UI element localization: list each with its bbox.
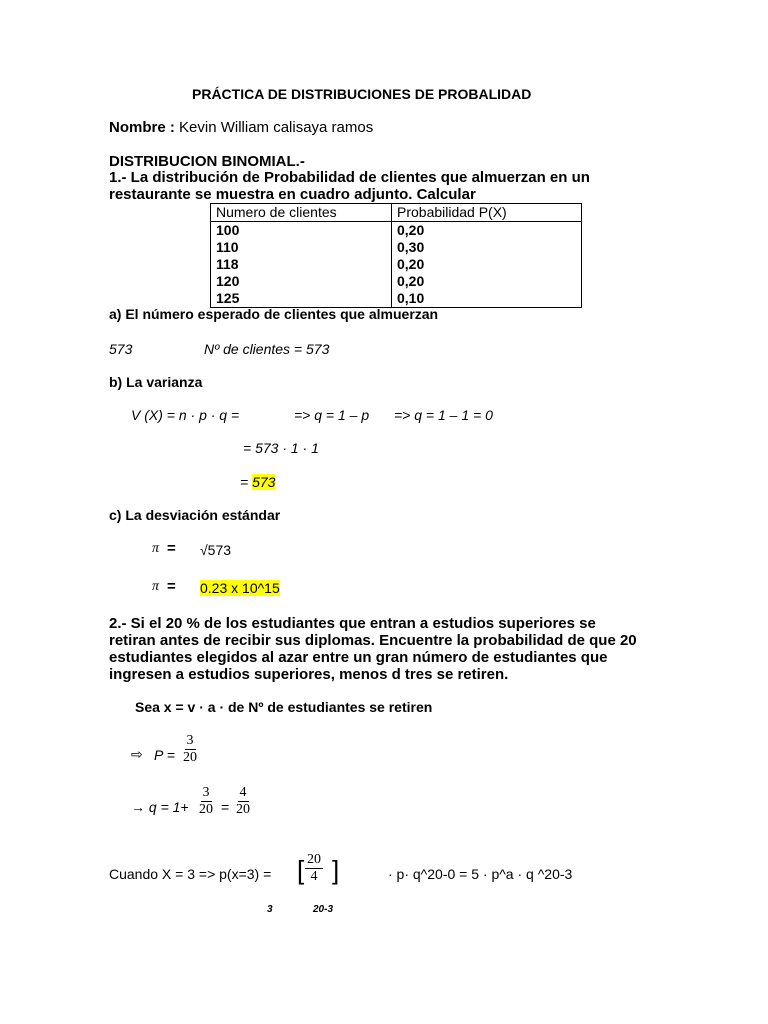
std-equals: = — [167, 578, 176, 595]
binomial-expression: · p· q^20-0 = 5 · p^a · q ^20-3 — [388, 866, 573, 882]
table-cell: 0,10 — [392, 290, 582, 308]
combination-fraction — [305, 852, 323, 885]
pi-symbol: π — [152, 579, 160, 594]
table-cell: 0,20 — [392, 222, 582, 240]
q-label: → q = 1+ — [131, 799, 189, 815]
table-cell: 118 — [211, 256, 392, 273]
name-value: Kevin William calisaya ramos — [179, 119, 374, 136]
table-row — [211, 222, 582, 240]
fraction-numerator: 3 — [186, 733, 194, 748]
page-title: PRÁCTICA DE DISTRIBUCIONES DE PROBALIDAD — [192, 86, 532, 102]
table-cell: 120 — [211, 273, 392, 290]
section1-heading: DISTRIBUCION BINOMIAL.- — [109, 153, 305, 170]
question-a-label: a) El número esperado de clientes que almuerzan — [109, 306, 439, 322]
fraction-numerator: 4 — [239, 785, 247, 800]
pi-symbol: π — [152, 541, 160, 556]
variance-equals: = — [240, 474, 249, 490]
std-highlighted-result: 0.23 x 10^15 — [200, 580, 280, 596]
variance-q-value: => q = 1 – 1 = 0 — [394, 407, 493, 423]
question-b-label: b) La varianza — [109, 374, 203, 390]
problem1-line1: 1.- La distribución de Probabilidad de clientes que almuerzan en un — [109, 169, 590, 186]
probability-table — [210, 203, 582, 308]
table-header-row — [211, 204, 582, 222]
case-x3-label: Cuando X = 3 => p(x=3) = — [109, 866, 272, 882]
variance-highlighted-value: 573 — [252, 474, 276, 490]
problem2-line3: estudiantes elegidos al azar entre un gran número de estudiantes que — [109, 649, 608, 666]
problem2-line2: retiran antes de recibir sus diplomas. Encuentre la probabilidad de que 20 — [109, 632, 637, 649]
answer-a-expression: Nº de clientes = 573 — [204, 341, 330, 357]
table-row — [211, 290, 582, 308]
table-row — [211, 273, 582, 290]
problem1-line2: restaurante se muestra en cuadro adjunto. Calcular — [109, 186, 476, 203]
name-line — [109, 119, 373, 136]
q-fraction-1 — [197, 785, 215, 818]
variance-formula: V (X) = n · p · q = — [131, 407, 240, 423]
problem2-line4: ingresen a estudios superiores, menos d tres se retiren. — [109, 666, 509, 683]
std-equals: = — [167, 540, 176, 557]
fraction-denominator: 20 — [199, 802, 213, 817]
table-cell: 0,20 — [392, 256, 582, 273]
table-cell: 125 — [211, 290, 392, 308]
p-label: P = — [154, 747, 175, 763]
table-header-probability: Probabilidad P(X) — [392, 204, 582, 222]
table-header-clients: Numero de clientes — [211, 204, 392, 222]
fraction-numerator: 20 — [307, 852, 321, 867]
answer-a-value: 573 — [109, 341, 133, 357]
fraction-denominator: 20 — [183, 750, 197, 765]
variance-substitution: = 573 · 1 · 1 — [243, 440, 319, 456]
variance-result — [240, 474, 275, 490]
right-bracket: ] — [332, 855, 340, 885]
name-label: Nombre : — [109, 119, 175, 136]
table-cell: 100 — [211, 222, 392, 240]
left-bracket: [ — [297, 855, 305, 885]
std-sqrt-expression: √573 — [200, 542, 232, 558]
variance-q-definition: => q = 1 – p — [294, 407, 370, 423]
subscript-3: 3 — [267, 904, 273, 915]
fraction-numerator: 3 — [202, 785, 210, 800]
q-equals: = — [221, 799, 230, 815]
subscript-20-3: 20-3 — [313, 904, 334, 915]
variable-definition: Sea x = v · a · de Nº de estudiantes se retiren — [135, 699, 433, 715]
table-cell: 110 — [211, 239, 392, 256]
p-fraction — [181, 733, 199, 766]
table-cell: 0,20 — [392, 273, 582, 290]
fraction-denominator: 4 — [310, 869, 318, 884]
table-row — [211, 256, 582, 273]
fraction-denominator: 20 — [236, 802, 250, 817]
arrow-right-icon: ⇨ — [131, 746, 143, 762]
table-row — [211, 239, 582, 256]
question-c-label: c) La desviación estándar — [109, 507, 281, 523]
problem2-line1: 2.- Si el 20 % de los estudiantes que entran a estudios superiores se — [109, 615, 596, 632]
table-cell: 0,30 — [392, 239, 582, 256]
q-fraction-2 — [234, 785, 252, 818]
